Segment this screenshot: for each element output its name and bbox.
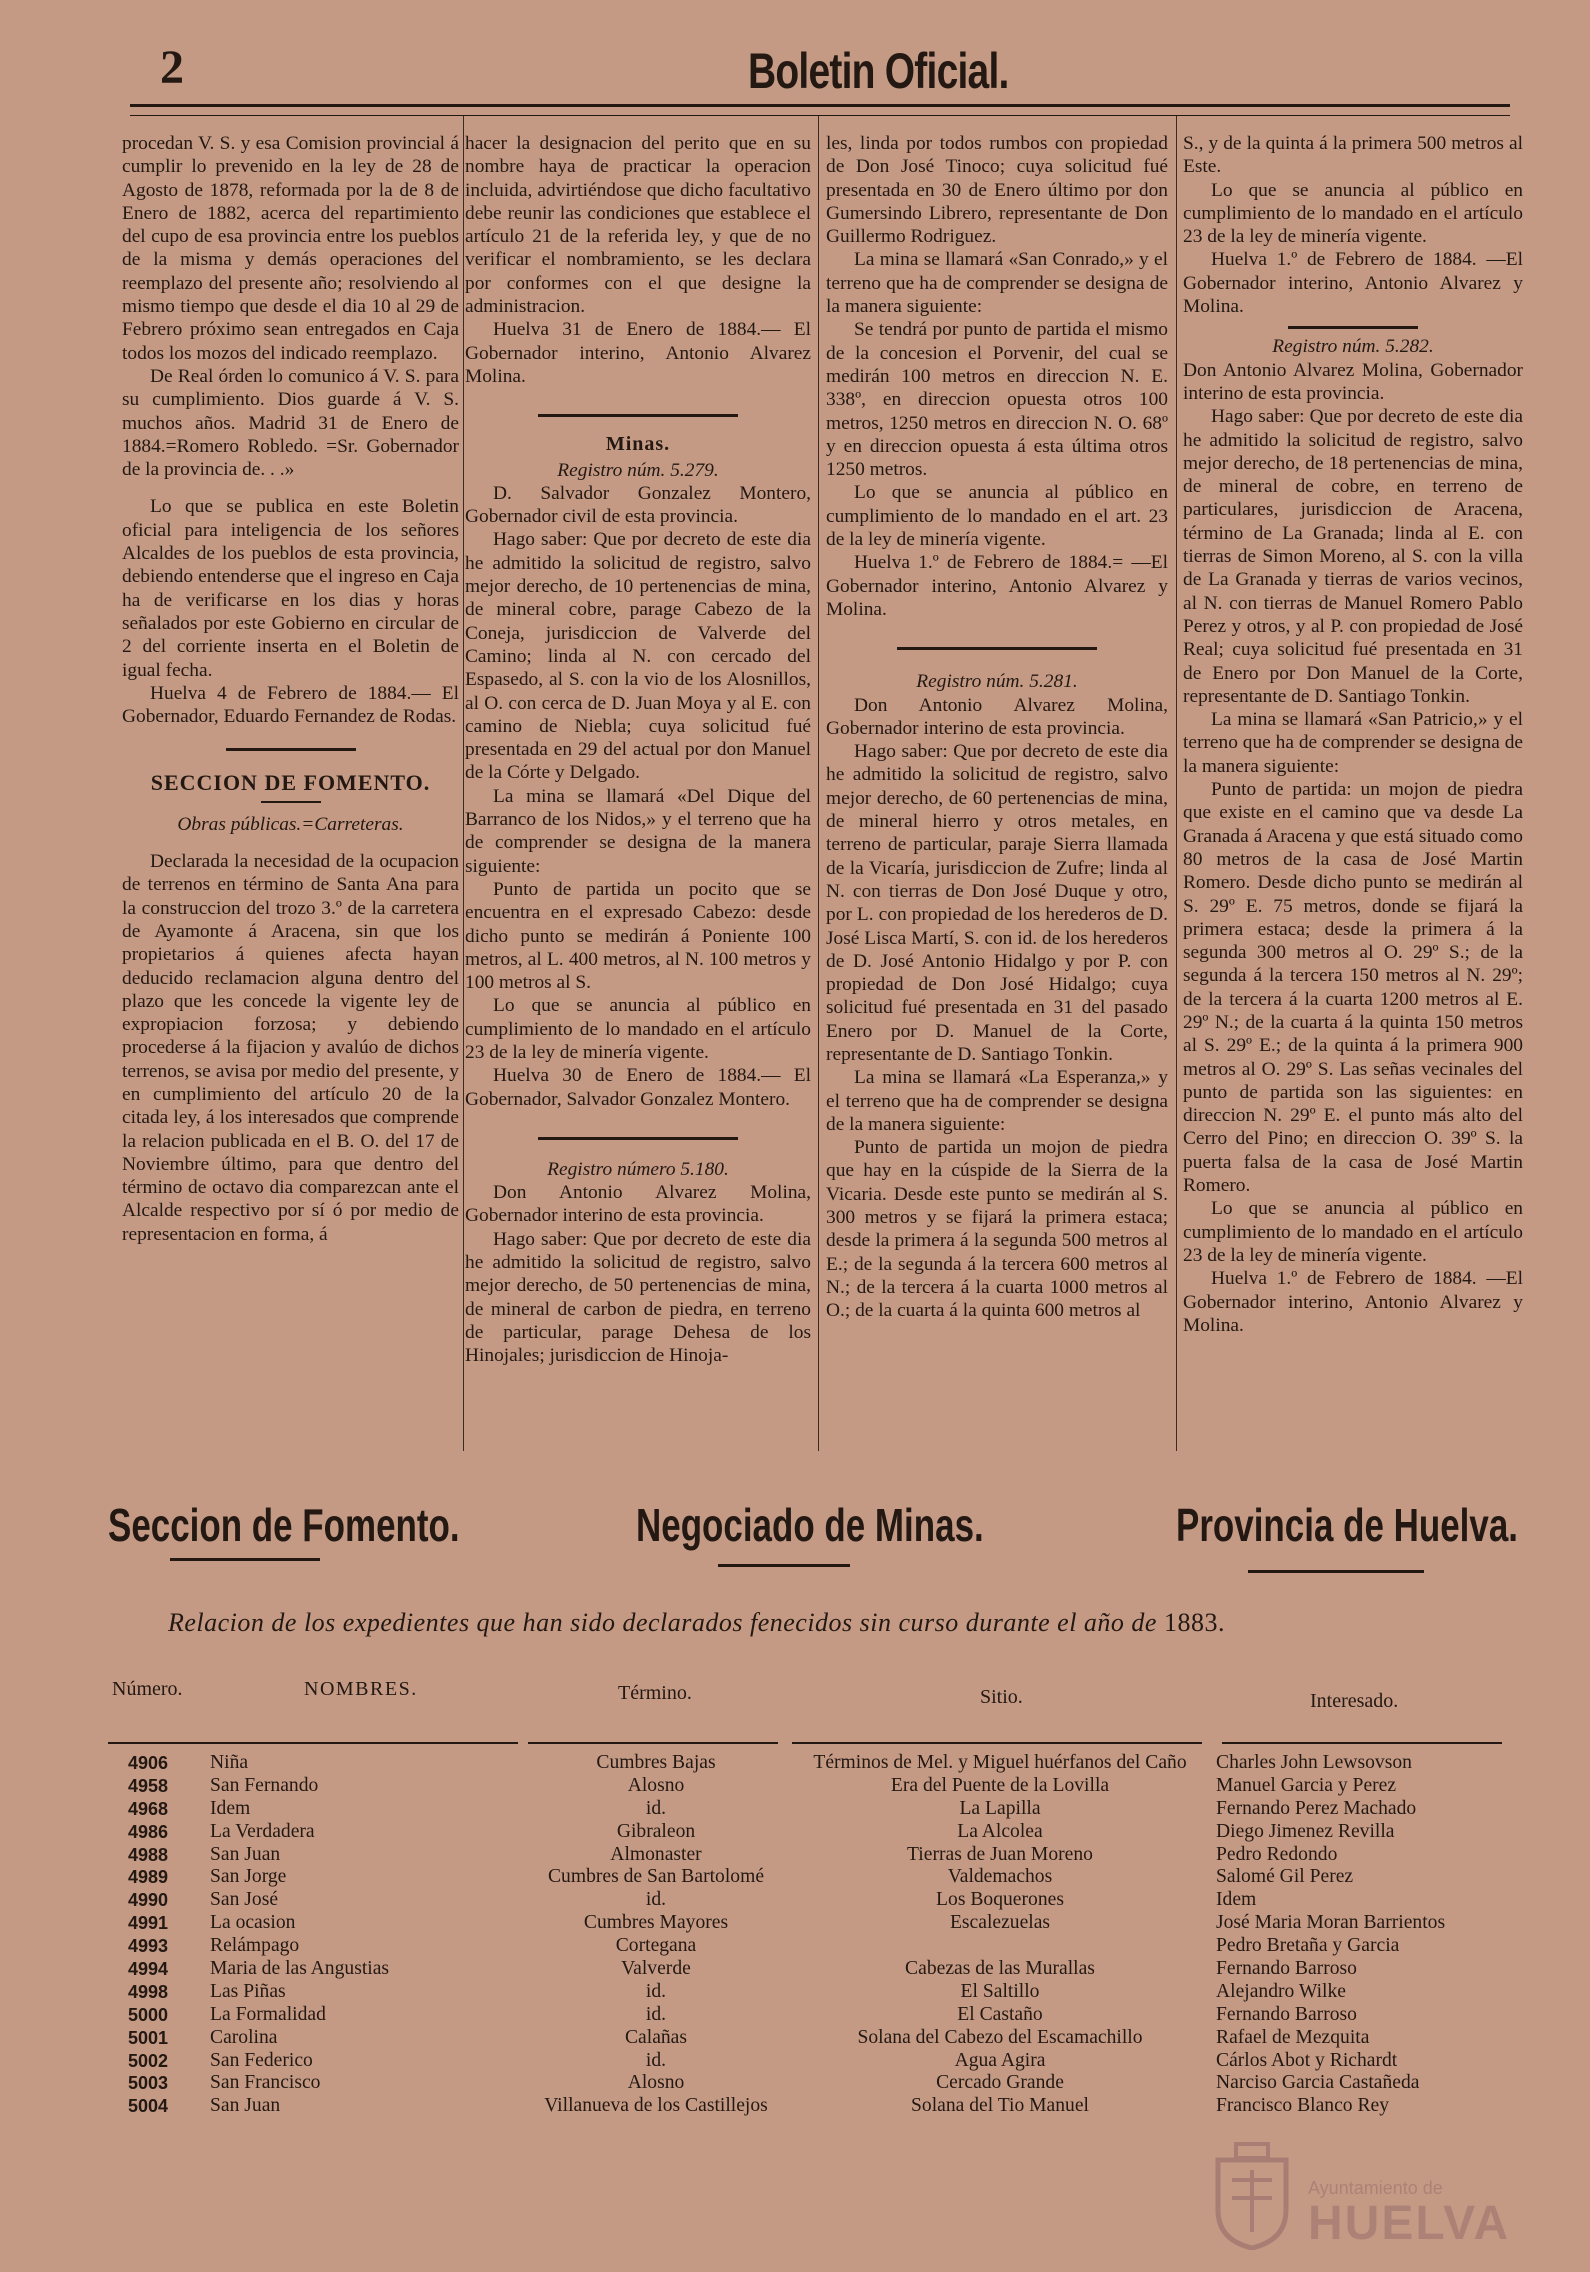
cell-numero: 4994	[128, 1959, 169, 1980]
cell-nombre: Idem	[210, 1797, 251, 1819]
cell-numero: 5003	[128, 2073, 169, 2094]
cell-termino: Cortegana	[615, 1935, 697, 1957]
table-rule	[792, 1742, 1202, 1744]
cell-interesado: José Maria Moran Barrientos	[1216, 1912, 1446, 1934]
cell-sitio: Cercado Grande	[936, 2072, 1064, 2094]
cell-nombre: La Formalidad	[210, 2003, 326, 2025]
cell-numero: 4991	[128, 1913, 169, 1934]
cell-nombre: Carolina	[210, 2026, 278, 2048]
column-4	[1183, 132, 1523, 1337]
cell-termino: id.	[645, 2049, 667, 2071]
header-interesado: Interesado.	[1310, 1690, 1399, 1712]
paragraph: Declarada la necesidad de la ocupacion de terrenos en término de Santa Ana para la construccion del trozo 3.º de la carretera de Ayamonte á Aracena, sin que los propietarios á quienes afecta hayan deducido reclamacion alguna dentro del plazo que les concede la vigente ley de expropiacion forzosa; y debiendo procederse á la fijacion y avalúo de dichos terrenos, se avisa por medio del presente, y en cumplimiento del artículo 20 de la citada ley, á los interesados que comprende la relacion publicada en el B. O. del 17 de Noviembre último, para que dentro del término de octavo dia comparezcan ante el Alcalde respectivo por sí ó por medio de representacion en forma, á	[122, 851, 459, 1245]
cell-interesado: Fernando Barroso	[1216, 2003, 1357, 2025]
paragraph: Lo que se anuncia al público en cumplimiento de lo mandado en el artículo 23 de la ley de minería vigente.	[1183, 1198, 1523, 1266]
relacion-year: 1883.	[1163, 1608, 1225, 1637]
signature: Huelva 31 de Enero de 1884.— El Gobernador interino, Antonio Alvarez Molina.	[465, 319, 811, 387]
paragraph: S., y de la quinta á la primera 500 metros al Este.	[1183, 133, 1523, 178]
column-divider	[463, 116, 464, 1451]
table-row	[0, 1912, 1590, 1935]
cell-nombre: Las Piñas	[210, 1980, 286, 2002]
section-rule	[226, 748, 356, 751]
cell-sitio: Tierras de Juan Moreno	[907, 1843, 1093, 1865]
paragraph: Hago saber: Que por decreto de este dia he admitido la solicitud de registro, salvo mejor derecho, de 60 pertenencias de mina, de mineral hierro y otros metales, en terreno de particular, paraje Sierra llamada de la Vicaría, jurisdiccion de Zufre; linda al N. con tierras de Don José Duque y otro, por L. con propiedad de los herederos de D. José Lisca Martí, S. con id. de los herederos de D. José Antonio Hidalgo y por P. con propiedad de Don José Hidalgo; cuya solicitud fué presentada en 31 del pasado Enero por D. Manuel de la Corte, representante de D. Santiago Tonkin.	[826, 741, 1168, 1065]
cell-nombre: Maria de las Angustias	[210, 1958, 390, 1980]
minas-title: Minas.	[605, 433, 671, 456]
table-row	[0, 2004, 1590, 2027]
cell-termino: id.	[645, 1889, 667, 1911]
paragraph: procedan V. S. y esa Comision provincial á cumplir lo prevenido en la ley de 28 de Agosto de 1878, reformada por la de 8 de Enero de 1882, acerca del repartimiento del cupo de esa provincia entre los pueblos de la misma y demás operaciones del reemplazo del presente año; resolviendo al mismo tiempo que desde el dia 10 al 29 de Febrero próximo sean entregados en Caja todos los mozos del indicado reemplazo.	[122, 133, 459, 364]
table-row	[0, 2072, 1590, 2095]
cell-interesado: Pedro Bretaña y Garcia	[1216, 1935, 1400, 1957]
cell-numero: 4968	[128, 1798, 169, 1819]
paragraph: hacer la designacion del perito que en su nombre haya de practicar la operacion incluida, advirtiéndose que dicho facultativo debe reunir las condiciones que establece el artículo 21 de la referida ley, y que de no verificar el nombramiento, se les declara por conformes con el que designe la administracion.	[465, 133, 811, 318]
paragraph: Punto de partida un pocito que se encuentra en el expresado Cabezo: desde dicho punto se medirán á Poniente 100 metros, al L. 400 metros, al N. 100 metros y 100 metros al S.	[465, 878, 811, 994]
cell-sitio: Era del Puente de la Lovilla	[890, 1774, 1110, 1796]
paragraph: Lo que se anuncia al público en cumplimiento de lo mandado en el artículo 23 de la ley de minería vigente.	[465, 995, 811, 1063]
cell-termino: Cumbres de San Bartolomé	[547, 1866, 765, 1888]
cell-sitio: Agua Agira	[954, 2049, 1046, 2071]
cell-sitio: Solana del Cabezo del Escamachillo	[857, 2026, 1143, 2048]
paragraph: Don Antonio Alvarez Molina, Gobernador interino de esta provincia.	[465, 1182, 811, 1227]
paragraph: La mina se llamará «Del Dique del Barranco de los Nidos,» y el terreno que ha de comprender se designa de la manera siguiente:	[465, 785, 811, 877]
cell-interesado: Idem	[1216, 1889, 1257, 1911]
cell-termino: Cumbres Mayores	[583, 1912, 729, 1934]
cell-interesado: Francisco Blanco Rey	[1216, 2095, 1390, 2117]
section-rule	[1288, 326, 1418, 329]
cell-sitio: La Lapilla	[959, 1797, 1041, 1819]
table-row	[0, 1981, 1590, 2004]
cell-nombre: La Verdadera	[210, 1820, 315, 1842]
column-2	[465, 132, 811, 1368]
column-divider	[1176, 116, 1177, 1451]
cell-termino: Gibraleon	[616, 1820, 696, 1842]
cell-numero: 4986	[128, 1821, 169, 1842]
column-divider	[818, 116, 819, 1451]
cell-interesado: Rafael de Mezquita	[1216, 2026, 1370, 2048]
cell-interesado: Narciso Garcia Castañeda	[1216, 2072, 1420, 2094]
table-row	[0, 1798, 1590, 1821]
heading-provincia-huelva: Provincia de Huelva.	[1176, 1499, 1518, 1551]
heading-seccion-fomento: Seccion de Fomento.	[108, 1499, 460, 1551]
paragraph: Don Antonio Alvarez Molina, Gobernador interino de esta provincia.	[1183, 359, 1523, 404]
cell-nombre: San José	[210, 1889, 279, 1911]
registro-label: Registro núm. 5.281.	[916, 671, 1078, 693]
table-row	[0, 1775, 1590, 1798]
cell-nombre: San Juan	[210, 1843, 281, 1865]
table-rule	[1222, 1742, 1502, 1744]
masthead-title: Boletin Oficial.	[748, 43, 1009, 99]
cell-numero: 4998	[128, 1981, 169, 2002]
paragraph: De Real órden lo comunico á V. S. para su cumplimiento. Dios guarde á V. S. muchos años. Madrid 31 de Enero de 1884.=Romero Robledo. =Sr. Gobernador de la provincia de. . .»	[122, 365, 459, 481]
cell-numero: 4990	[128, 1890, 169, 1911]
cell-interesado: Fernando Barroso	[1216, 1958, 1357, 1980]
table-row	[0, 2027, 1590, 2050]
cell-nombre: Relámpago	[210, 1935, 300, 1957]
cell-numero: 5002	[128, 2050, 169, 2071]
cell-termino: Alosno	[627, 1774, 685, 1796]
table-row	[0, 1821, 1590, 1844]
cell-numero: 5004	[128, 2096, 169, 2117]
cell-termino: id.	[645, 1797, 667, 1819]
signature: Huelva 1.º de Febrero de 1884. —El Gobernador interino, Antonio Alvarez y Molina.	[1183, 1268, 1523, 1336]
signature: Huelva 30 de Enero de 1884.— El Gobernador, Salvador Gonzalez Montero.	[465, 1065, 811, 1110]
paragraph: Hago saber: Que por decreto de este dia he admitido la solicitud de registro, salvo mejor derecho, de 50 pertenencias de mina, de mineral de carbon de piedra, en terreno de particular, parage Dehesa de los Hinojales; jurisdiccion de Hinoja-	[465, 1228, 811, 1367]
heading-rule	[170, 1558, 320, 1561]
short-rule	[261, 801, 321, 803]
paragraph: La mina se llamará «San Conrado,» y el terreno que ha de comprender se designa de la manera siguiente:	[826, 249, 1168, 318]
cell-sitio: El Saltillo	[960, 1980, 1040, 2002]
expedientes-table	[0, 1752, 1590, 2118]
table-row	[0, 1866, 1590, 1889]
cell-sitio: El Castaño	[957, 2003, 1043, 2025]
table-row	[0, 1752, 1590, 1775]
cell-nombre: San Juan	[210, 2095, 281, 2117]
paragraph: Hago saber: Que por decreto de este dia he admitido la solicitud de registro, salvo mejor derecho, de 18 pertenencias de mina, de mineral de cobre, en terreno de particulares, jurisdiccion de Aracena, término de La Granada; linda al E. con tierras de Simon Moreno, al S. con la villa de La Granada y tierras de varios vecinos, al N. con tierras de Manuel Romero Pablo Perez y otros, y al P. con propiedad de José Real; cuya solicitud fué presentada en 31 de Enero por Don Manuel de la Corte, representante de D. Santiago Tonkin.	[1183, 406, 1523, 707]
table-row	[0, 1844, 1590, 1867]
paragraph: Lo que se anuncia al público en cumplimiento de lo mandado en el artículo 23 de la ley de minería vigente.	[1183, 179, 1523, 248]
section-subtitle: Obras públicas.=Carreteras.	[177, 813, 404, 835]
cell-nombre: San Jorge	[210, 1866, 287, 1888]
table-rule	[108, 1742, 518, 1744]
header-termino: Término.	[618, 1682, 692, 1704]
cell-interesado: Cárlos Abot y Richardt	[1216, 2049, 1398, 2071]
table-rule	[528, 1742, 778, 1744]
header-rule	[130, 104, 1510, 116]
cell-numero: 4988	[128, 1844, 169, 1865]
section-title: SECCION DE FOMENTO.	[150, 770, 431, 796]
registro-label: Registro núm. 5.282.	[1272, 336, 1434, 358]
cell-numero: 5000	[128, 2004, 169, 2025]
column-1	[122, 132, 459, 1246]
cell-numero: 5001	[128, 2027, 169, 2048]
paragraph: Don Antonio Alvarez Molina, Gobernador interino de esta provincia.	[826, 694, 1168, 739]
cell-nombre: Niña	[210, 1752, 249, 1773]
cell-nombre: San Fernando	[210, 1774, 319, 1796]
cell-interesado: Manuel Garcia y Perez	[1216, 1774, 1397, 1796]
table-row	[0, 1958, 1590, 1981]
signature: Huelva 4 de Febrero de 1884.— El Gobernador, Eduardo Fernandez de Rodas.	[122, 682, 459, 728]
relacion-title	[168, 1608, 1225, 1638]
table-row	[0, 2095, 1590, 2118]
paragraph: Lo que se publica en este Boletin oficial para inteligencia de los señores Alcaldes de los pueblos de esta provincia, debiendo entenderse que el ingreso en Caja ha de verificarse en los dias y horas señalados por este Gobierno en circular de 2 del corriente inserta en el Boletin de igual fecha.	[122, 496, 459, 681]
coat-of-arms-icon	[1210, 2140, 1294, 2250]
heading-negociado-minas: Negociado de Minas.	[636, 1499, 984, 1551]
section-rule	[538, 1137, 738, 1140]
cell-termino: Calañas	[624, 2026, 688, 2048]
watermark-line2: HUELVA	[1308, 2197, 1511, 2250]
heading-rule	[1248, 1570, 1424, 1573]
cell-interesado: Salomé Gil Perez	[1216, 1866, 1354, 1888]
relacion-text: Relacion de los expedientes que han sido declarados fenecidos sin curso durante el año de	[168, 1608, 1157, 1637]
cell-interesado: Fernando Perez Machado	[1216, 1797, 1417, 1819]
cell-sitio: La Alcolea	[957, 1820, 1043, 1842]
column-3	[826, 132, 1168, 1323]
paragraph: Se tendrá por punto de partida el mismo de la concesion el Porvenir, del cual se medirán 100 metros en direccion N. E. 338º, en direccion opuesta otros 100 metros, 1250 metros en direccion N. O. 68º y en direccion opuesta á esta última otros 1250 metros.	[826, 319, 1168, 481]
table-row	[0, 1889, 1590, 1912]
cell-interesado: Pedro Redondo	[1216, 1843, 1338, 1865]
signature: Huelva 1.º de Febrero de 1884. —El Gobernador interino, Antonio Alvarez y Molina.	[1183, 249, 1523, 318]
paragraph: La mina se llamará «San Patricio,» y el terreno que ha de comprender se designa de la manera siguiente:	[1183, 709, 1523, 777]
header-nombres: NOMBRES.	[304, 1678, 418, 1700]
cell-numero: 4993	[128, 1936, 169, 1957]
cell-nombre: San Francisco	[210, 2072, 321, 2094]
cell-termino: id.	[645, 1980, 667, 2002]
signature: Huelva 1.º de Febrero de 1884.= —El Gobernador interino, Antonio Alvarez y Molina.	[826, 552, 1168, 620]
cell-numero: 4989	[128, 1867, 169, 1888]
cell-termino: Alosno	[627, 2072, 685, 2094]
table-row	[0, 2050, 1590, 2073]
page-number: 2	[160, 41, 184, 94]
heading-rule	[718, 1564, 850, 1567]
section-rule	[897, 647, 1097, 650]
header-sitio: Sitio.	[980, 1686, 1023, 1708]
paragraph: D. Salvador Gonzalez Montero, Gobernador civil de esta provincia.	[465, 482, 811, 528]
paragraph: Hago saber: Que por decreto de este dia he admitido la solicitud de registro, salvo mejor derecho, de 10 pertenencias de mina, de mineral cobre, parage Cabezo de la Coneja, jurisdiccion de Valverde del Camino; linda al N. con cercado del Espasedo, al S. con la vio de los Alosnillos, al O. con cerca de D. Juan Moya y al E. con camino de Niebla; cuya solicitud fué presentada en 29 del actual por don Manuel de la Córte y Delgado.	[465, 529, 811, 784]
cell-sitio: Escalezuelas	[949, 1912, 1051, 1934]
cell-termino: id.	[645, 2003, 667, 2025]
watermark-line1: Ayuntamiento de	[1308, 2178, 1443, 2198]
cell-sitio: Términos de Mel. y Miguel huérfanos del Caño	[813, 1752, 1187, 1773]
registro-label: Registro número 5.180.	[547, 1158, 729, 1180]
cell-termino: Cumbres Bajas	[596, 1752, 716, 1773]
cell-sitio: Los Boquerones	[936, 1889, 1064, 1911]
paragraph: Lo que se anuncia al público en cumplimiento de lo mandado en el art. 23 de la ley de minería vigente.	[826, 482, 1168, 551]
cell-termino: Villanueva de los Castillejos	[544, 2095, 768, 2117]
cell-sitio: Cabezas de las Murallas	[905, 1958, 1095, 1980]
cell-numero: 4958	[128, 1775, 169, 1796]
paragraph: La mina se llamará «La Esperanza,» y el terreno que ha de comprender se designa de la manera siguiente:	[826, 1067, 1168, 1135]
cell-sitio: Valdemachos	[947, 1866, 1053, 1888]
section-rule	[538, 414, 738, 417]
cell-nombre: La ocasion	[210, 1912, 296, 1934]
cell-numero: 4906	[128, 1753, 169, 1773]
cell-termino: Almonaster	[610, 1843, 702, 1865]
cell-interesado: Alejandro Wilke	[1216, 1980, 1346, 2002]
cell-interesado: Diego Jimenez Revilla	[1216, 1820, 1395, 1842]
cell-sitio: Solana del Tio Manuel	[911, 2095, 1089, 2117]
paragraph: Punto de partida: un mojon de piedra que existe en el camino que va desde La Granada á Aracena y que está situado como 80 metros de la casa de José Martin Romero. Desde dicho punto se medirán al S. 29º E. 75 metros, donde se fijará la primera estaca; desde la primera á la segunda 300 metros al O. 29º S.; de la segunda á la tercera 150 metros al N. 29º; de la tercera á la cuarta 1200 metros al E. 29º N.; de la cuarta á la quinta 150 metros al S. 29º E.; de la quinta á la primera 900 metros al O. 29º S. Las señas vecinales del punto de partida son las siguientes: en direccion N. 29º E. el punto más alto del Cerro del Pino; en direccion O. 39º S. la puerta falsa de la casa de José Martin Romero.	[1183, 779, 1523, 1197]
cell-nombre: San Federico	[210, 2049, 313, 2071]
cell-interesado: Charles John Lewsovson	[1216, 1752, 1412, 1773]
table-row	[0, 1935, 1590, 1958]
paragraph: Punto de partida un mojon de piedra que hay en la cúspide de la Sierra de la Vicaria. Desde este punto se medirán al S. 300 metros y se fijará la primera estaca; desde la primera á la segunda 500 metros al E.; de la segunda á la tercera 600 metros al N.; de la tercera á la cuarta 1000 metros al O.; de la cuarta á la quinta 600 metros al	[826, 1137, 1168, 1322]
paragraph: les, linda por todos rumbos con propiedad de Don José Tinoco; cuya solicitud fué presentada en 30 de Enero último por don Gumersindo Librero, representante de Don Guillermo Rodriguez.	[826, 133, 1168, 248]
cell-termino: Valverde	[621, 1958, 691, 1980]
registro-label: Registro núm. 5.279.	[557, 459, 719, 481]
header-numero: Número.	[112, 1678, 183, 1700]
